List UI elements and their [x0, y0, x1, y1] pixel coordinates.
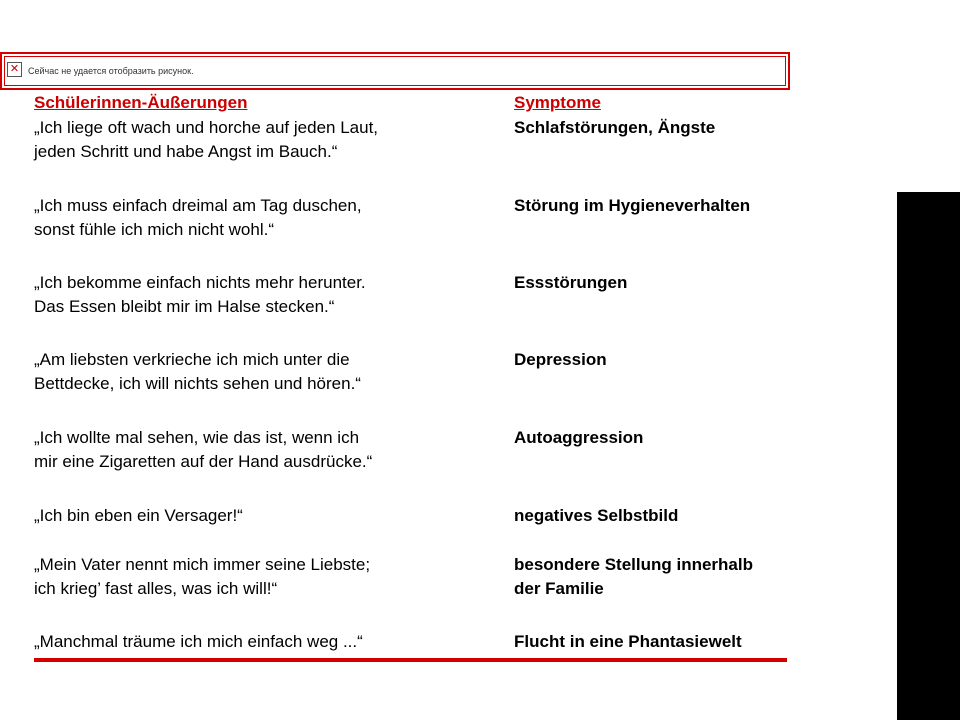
- symptom-line: Autoaggression: [514, 427, 644, 447]
- table-header: [34, 91, 794, 116]
- statement-cell: [34, 553, 504, 602]
- side-black-panel: [897, 192, 960, 720]
- symptom-line: Flucht in eine Phantasiewelt: [514, 631, 742, 651]
- symptom-line: besondere Stellung innerhalb: [514, 554, 753, 574]
- statement-line: jeden Schritt und habe Angst im Bauch.“: [34, 142, 338, 161]
- table-row: [34, 504, 794, 553]
- symptom-line: Störung im Hygieneverhalten: [514, 195, 751, 215]
- symptom-cell: [514, 630, 814, 655]
- bottom-divider: [34, 658, 787, 662]
- symptom-cell: [514, 116, 814, 141]
- symptom-cell: [514, 504, 814, 529]
- statement-cell: [34, 348, 504, 397]
- table-row: [34, 116, 794, 194]
- table-row: [34, 426, 794, 504]
- statement-line: „Ich bin eben ein Versager!“: [34, 505, 243, 525]
- statement-line: „Ich liege oft wach und horche auf jeden Laut,: [34, 117, 379, 137]
- statement-line: „Ich wollte mal sehen, wie das ist, wenn ich: [34, 427, 360, 447]
- symptom-cell: [514, 553, 814, 602]
- statement-cell: [34, 426, 504, 475]
- quote-symptom-table: [34, 91, 794, 655]
- statement-line: „Manchmal träume ich mich einfach weg ...“: [34, 631, 363, 651]
- broken-image-placeholder: [0, 52, 790, 90]
- statement-line: ich krieg’ fast alles, was ich will!“: [34, 579, 278, 598]
- statement-cell: [34, 116, 504, 165]
- table-row: [34, 348, 794, 426]
- statement-line: „Ich bekomme einfach nichts mehr herunter.: [34, 272, 366, 292]
- symptom-cell: [514, 426, 814, 451]
- statement-line: mir eine Zigaretten auf der Hand ausdrücke.“: [34, 452, 373, 471]
- symptom-line: Essstörungen: [514, 272, 628, 292]
- statement-line: „Ich muss einfach dreimal am Tag duschen,: [34, 195, 362, 215]
- table-row: [34, 553, 794, 630]
- statement-line: Das Essen bleibt mir im Halse stecken.“: [34, 297, 335, 316]
- statement-line: „Am liebsten verkrieche ich mich unter die: [34, 349, 350, 369]
- table-row: [34, 271, 794, 348]
- symptom-line: Depression: [514, 349, 607, 369]
- table-row: [34, 194, 794, 271]
- statement-line: „Mein Vater nennt mich immer seine Liebste;: [34, 554, 371, 574]
- symptom-line: negatives Selbstbild: [514, 505, 679, 525]
- header-statements: Schülerinnen-Äußerungen: [34, 93, 248, 112]
- symptom-cell: [514, 271, 814, 296]
- header-symptoms: Symptome: [514, 93, 601, 112]
- broken-image-message: Сейчас не удается отобразить рисунок.: [28, 66, 194, 76]
- symptom-cell: [514, 348, 814, 373]
- statement-cell: [34, 630, 504, 655]
- symptom-line: Schlafstörungen, Ängste: [514, 117, 716, 137]
- statement-line: sonst fühle ich mich nicht wohl.“: [34, 220, 274, 239]
- statement-cell: [34, 194, 504, 243]
- statement-cell: [34, 504, 504, 529]
- table-row: [34, 630, 794, 655]
- symptom-cell: [514, 194, 814, 219]
- statement-cell: [34, 271, 504, 320]
- symptom-line: der Familie: [514, 579, 604, 598]
- broken-image-icon: ✕: [7, 62, 22, 77]
- statement-line: Bettdecke, ich will nichts sehen und hören.“: [34, 374, 361, 393]
